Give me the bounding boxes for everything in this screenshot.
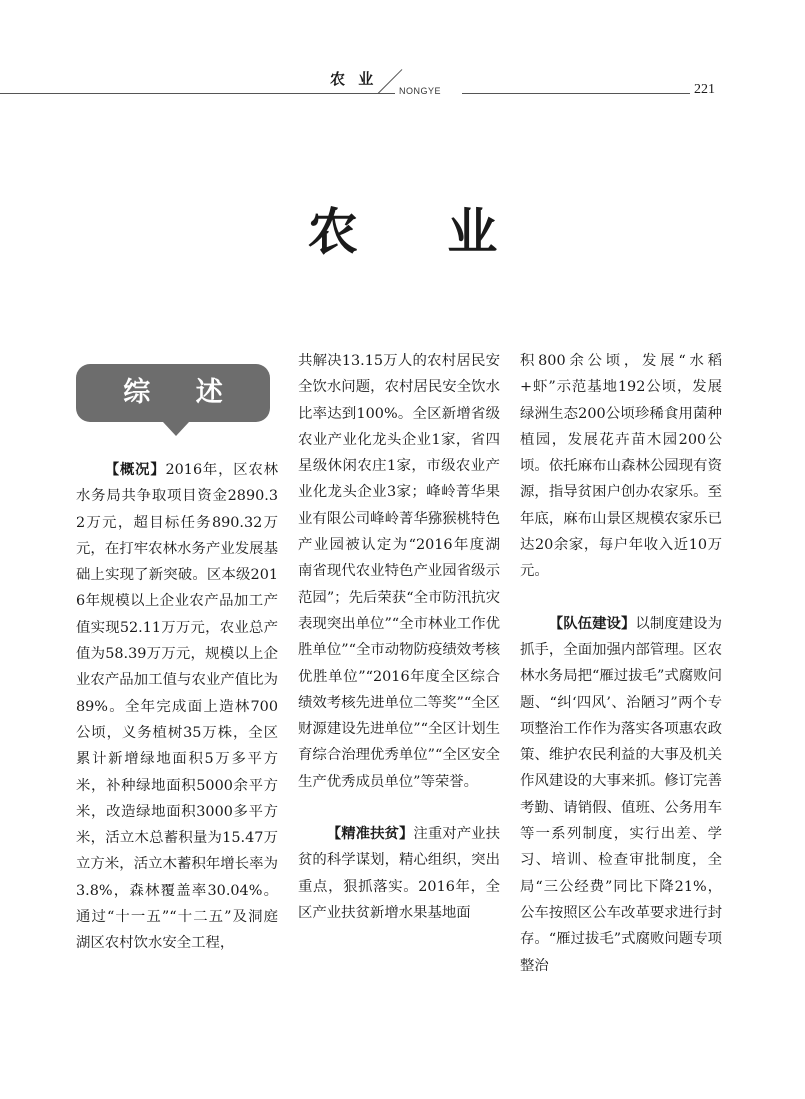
paragraph-poverty-continued: 积800余公顷，发展“水稻+虾”示范基地192公顷，发展绿洲生态200公顷珍稀食用菌种植园，发展花卉苗木园200公顷。依托麻布山森林公园现有资源，指导贫困户创办农家乐。至年底，麻布山景区规模农家乐已达20余家，每户年收入近10万元。 bbox=[520, 353, 722, 580]
page-number: 221 bbox=[694, 82, 715, 97]
section-badge-pointer bbox=[163, 422, 189, 436]
team-text: 以制度建设为抓手，全面加强内部管理。区农林水务局把“雁过拔毛”式腐败问题、“纠‘四风’、治陋习”两个专项整治工作作为落实各项惠农政策、维护农民利益的大事及机关作风建设的大事来抓。修订完善考勤、请销假、值班、公务用车等一系列制度，实行出差、学习、培训、检查审批制度，全局“三公经费”同比下降21%，公车按照区公车改革要求进行封存。“雁过拔毛”式腐败问题专项整治 bbox=[520, 615, 722, 974]
paragraph-team bbox=[520, 611, 722, 979]
text-column-2 bbox=[298, 348, 500, 926]
poverty-label: 【精准扶贫】 bbox=[326, 826, 414, 843]
paragraph-gap bbox=[298, 795, 500, 821]
header-rule-left bbox=[0, 93, 395, 94]
overview-text: 2016年，区农林水务局共争取项目资金2890.32万元，超目标任务890.32万元，在打牢农林水务产业发展基础上实现了新突破。区本级2016年规模以上企业农产品加工产值实现52.11万万元，农业总产值为58.39万万元，规模以上企业农产品加工值与农业产值比为89%。全年完成面上造林700公顷，义务植树35万株，全区累计新增绿地面积5万多平方米，补种绿地面积5000余平方米，改造绿地面积3000多平方米，活立木总蓄积量为15.47万立方米，活立木蓄积年增长率为3.8%，森林覆盖率30.04%。通过“十一五”“十二五”及洞庭湖区农村饮水安全工程， bbox=[76, 462, 278, 952]
paragraph-poverty bbox=[298, 821, 500, 926]
header-rule-right bbox=[462, 93, 690, 94]
running-head-section: 农 业 bbox=[330, 70, 378, 88]
overview-label: 【概况】 bbox=[104, 462, 166, 478]
poverty-text: 注重对产业扶贫的科学谋划，精心组织，突出重点，狠抓落实。2016年，全区产业扶贫新增水果基地面 bbox=[298, 826, 500, 921]
page-title: 农 业 bbox=[307, 202, 534, 261]
running-head-pinyin: NONGYE bbox=[399, 86, 442, 96]
text-column-1 bbox=[76, 457, 278, 957]
section-badge: 综 述 bbox=[76, 364, 270, 422]
running-head bbox=[0, 0, 805, 110]
paragraph-overview bbox=[76, 457, 278, 957]
paragraph-gap bbox=[520, 585, 722, 611]
paragraph-overview-continued: 共解决13.15万人的农村居民安全饮水问题，农村居民安全饮水比率达到100%。全区新增省级农业产业化龙头企业1家，省四星级休闲农庄1家，市级农业产业化龙头企业3家；峰岭菁华果业有限公司峰岭菁华猕猴桃特色产业园被认定为“2016年度湖南省现代农业特色产业园省级示范园”；先后荣获“全市防汛抗灾表现突出单位”“全市林业工作优胜单位”“全市动物防疫绩效考核优胜单位”“2016年度全区综合绩效考核先进单位二等奖”“全区财源建设先进单位”“全区计划生育综合治理优秀单位”“全区安全生产优秀成员单位”等荣誉。 bbox=[298, 353, 500, 790]
team-label: 【队伍建设】 bbox=[548, 615, 636, 632]
text-column-3 bbox=[520, 348, 722, 979]
